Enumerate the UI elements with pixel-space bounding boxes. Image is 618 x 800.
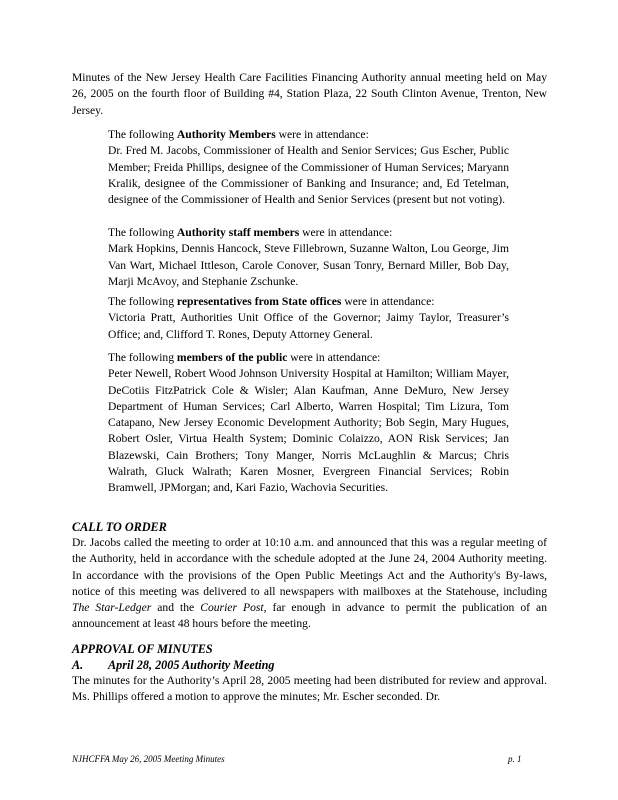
- members-attendance: [108, 127, 509, 208]
- call-to-order-heading: CALL TO ORDER: [72, 520, 167, 534]
- members-names: Dr. Fred M. Jacobs, Commissioner of Health and Senior Services; Gus Escher, Public Member; Freida Phillips, designee of the Commissioner of Human Services; Maryann Kralik, designee of the Commissioner of Banking and Insurance; and, Ed Tetelman, designee of the Commissioner of Health and Senior Services (present but not voting).: [108, 144, 509, 207]
- courier-post-title: Courier Post,: [200, 601, 267, 615]
- members-label: Authority Members: [176, 128, 276, 141]
- call-to-order-paragraph: [72, 535, 547, 633]
- members-lead: The following: [108, 128, 177, 141]
- state-lead: The following: [108, 295, 177, 308]
- page-number: p. 1: [508, 754, 522, 764]
- public-label: members of the public: [176, 351, 288, 364]
- state-label: representatives from State offices: [176, 295, 342, 308]
- public-tail: were in attendance:: [287, 351, 381, 364]
- public-attendance: [108, 350, 509, 497]
- public-lead: The following: [108, 351, 177, 364]
- subheading-title: April 28, 2005 Authority Meeting: [108, 658, 275, 672]
- call-to-order-text-2: and the: [151, 601, 201, 615]
- staff-label: Authority staff members: [176, 226, 300, 239]
- state-attendance: [108, 294, 509, 343]
- state-names: Victoria Pratt, Authorities Unit Office of the Governor; Jaimy Taylor, Treasurer’s Office; and, Clifford T. Rones, Deputy Attorney General.: [108, 311, 509, 341]
- approval-heading: APPROVAL OF MINUTES: [72, 642, 213, 656]
- intro-paragraph: Minutes of the New Jersey Health Care Facilities Financing Authority annual meeting held on May 26, 2005 on the fourth floor of Building #4, Station Plaza, 22 South Clinton Avenue, Trenton, New Jersey.: [72, 71, 547, 117]
- staff-lead: The following: [108, 226, 177, 239]
- staff-attendance: [108, 225, 509, 290]
- call-to-order-text-3: far enough in advance to permit the publication of an announcement at least 48 hours before the meeting.: [72, 601, 547, 631]
- approval-paragraph: The minutes for the Authority’s April 28, 2005 meeting had been distributed for review and approval. Ms. Phillips offered a motion to approve the minutes; Mr. Escher seconded. Dr.: [72, 674, 547, 704]
- footer-left: NJHCFFA May 26, 2005 Meeting Minutes: [72, 754, 225, 764]
- call-to-order-text-1: Dr. Jacobs called the meeting to order at 10:10 a.m. and announced that this was a regular meeting of the Authority, held in accordance with the schedule adopted at the June 24, 2004 Authority meeting. In accordance with the provisions of the Open Public Meetings Act and the Authority's By-laws, notice of this meeting was delivered to all newspapers with mailboxes at the Statehouse, including: [72, 536, 547, 598]
- approval-subheading: [72, 657, 274, 673]
- public-names: Peter Newell, Robert Wood Johnson University Hospital at Hamilton; William Mayer, DeCotiis FitzPatrick Cole & Wisler; Alan Kaufman, Anne DeMuro, New Jersey Department of Human Services; Carl Alberto, Warren Hospital; Tim Lizura, Tom Catapano, New Jersey Economic Development Authority; Bob Segin, Mary Hugues, Robert Osler, Virtua Health System; Dominic Colaizzo, AON Risk Services; Jan Blazewski, Cain Brothers; Tony Manger, Norris McLaughlin & Marcus; Chris Walrath, Gluck Walrath; Karen Mosner, Evergreen Financial Services; Robin Bramwell, JPMorgan; and, Kari Fazio, Wachovia Securities.: [108, 367, 509, 495]
- members-tail: were in attendance:: [275, 128, 369, 141]
- star-ledger-title: The Star-Ledger: [72, 601, 152, 615]
- staff-names: Mark Hopkins, Dennis Hancock, Steve Fillebrown, Suzanne Walton, Lou George, Jim Van Wart, Michael Ittleson, Carole Conover, Susan Tonry, Bernard Miller, Bob Day, Marji McAvoy, and Stephanie Zschunke.: [108, 242, 509, 288]
- state-tail: were in attendance:: [341, 295, 435, 308]
- subheading-letter: A.: [72, 658, 84, 672]
- staff-tail: were in attendance:: [299, 226, 393, 239]
